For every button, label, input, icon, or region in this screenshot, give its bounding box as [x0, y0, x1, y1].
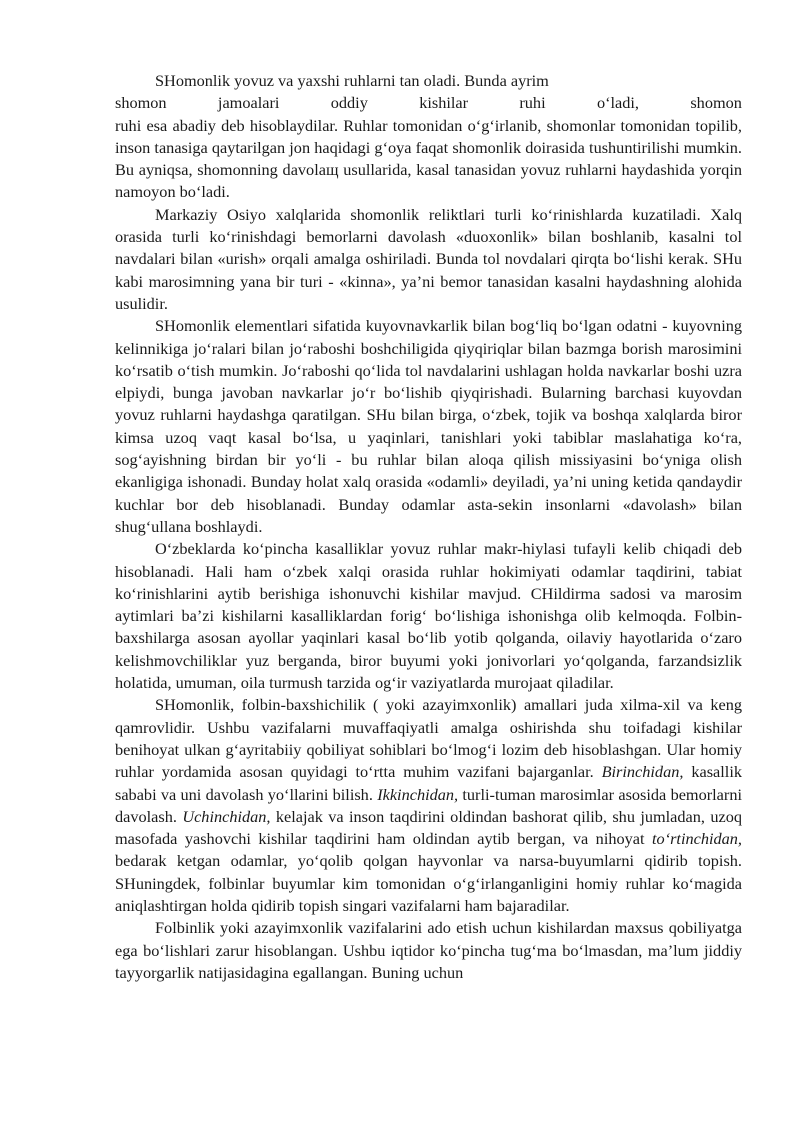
- word: jamoalari: [217, 93, 280, 113]
- paragraph-2: Markaziy Osiyo xalqlarida shomonlik reliktlari turli ko‘rinishlarda kuzatiladi. Xalq orasida turli ko‘rinishdagi bemorlarni davolash «duoxonlik» bilan boshlanib, kasalni tol navdalari bilan «urish» orqali amalga oshiriladi. Bunda tol novdalari qirqta bo‘lishi kerak. SHu kabi marosimning yana bir turi - «kinna», ya’ni bemor tanasidan kasalni haydashning alohida usulidir.: [115, 204, 742, 313]
- paragraph-3: SHomonlik elementlari sifatida kuyovnavkarlik bilan bog‘liq bo‘lgan odatni - kuyovning kelinnikiga jo‘ralari bilan jo‘raboshi boshchiligida qiyqiriqlar bilan bazmga borish marosimini ko‘rsatib o‘tish mumkin. Jo‘raboshi qo‘lida tol navdalarini ushlagan holda navkarlar boshi uzra elpiydi, bunga javoban navkarlar jo‘r bo‘lishib qiyqirishadi. Bularning barchasi kuyovdan yovuz ruhlarni haydashga qaratilgan. SHu bilan birga, o‘zbek, tojik va boshqa xalqlarda biror kimsa uzoq vaqt kasal bo‘lsa, u yaqinlari, tanishlari yoki tabiblar maslahatiga ko‘ra, sog‘ayishning birdan bir yo‘li - bu ruhlar bilan aloqa qilish missiyasini bo‘yniga olish ekanligiga ishonadi. Bunday holat xalq orasida «odamli» deyiladi, ya’ni uning ketida qandaydir kuchlar bor deb hisoblanadi. Bunday odamlar asta-sekin insonlarni «davolash» bilan shug‘ullana boshlaydi.: [115, 316, 742, 536]
- emphasis-first: Birinchidan,: [601, 762, 684, 782]
- paragraph-1-rest: ruhi esa abadiy deb hisoblaydilar. Ruhlar tomonidan o‘g‘irlanib, shomonlar tomonidan topilib, inson tanasiga qaytarilgan jon haqidagi g‘oya faqat shomonlik doirasida tushuntirilishi mumkin. Bu ayniqsa, shomonning davolaщ usullarida, kasal tanasidan yovuz ruhlarni haydashida yorqin namoyon bo‘ladi.: [115, 115, 742, 202]
- emphasis-second: Ikkinchidan,: [377, 784, 459, 804]
- paragraph-5-text: kelajak va inson taqdirini oldindan bashorat qilib, shu jumladan, uzoq masofada yashovchi kishilar taqdirini ham oldindan aytib bergan, va nihoyat: [115, 806, 743, 849]
- paragraph-5-text: SHomonlik, folbin-baxshichilik ( yoki azayimxonlik) amallari juda xilma-xil va keng qamrovlidir. Ushbu vazifalarni muvaffaqiyatli amalga oshirishda shu toifadagi kishilar benihoyat ulkan g‘ayritabiiy qobiliyat sohiblari bo‘lmog‘i lozim deb hisoblashgan. Ular homiy ruhlar yordamida asosan quyidagi to‘rtta muhim vazifani bajarganlar.: [115, 695, 742, 782]
- word: oddiy: [330, 93, 368, 113]
- paragraph-1-line-1: SHomonlik yovuz va yaxshi ruhlarni tan oladi. Bunda ayrim: [155, 71, 549, 90]
- word: shomon: [115, 93, 167, 113]
- word: shomon: [690, 93, 742, 113]
- word: kishilar: [419, 93, 469, 113]
- paragraph-1: [115, 70, 742, 204]
- paragraph-5-text: bedarak ketgan odamlar, yo‘qolib qolgan hayvonlar va narsa-buyumlarni qidirib topish. SHuningdek, folbinlar buyumlar kim tomonidan o‘g‘irlanganligini homiy ruhlar ko‘magida aniqlashtirgan holda qidirib topish singari vazifalarni ham bajaradilar.: [115, 851, 742, 915]
- paragraph-6: Folbinlik yoki azayimxonlik vazifalarini ado etish uchun kishilardan maxsus qobiliyatga ega bo‘lishlari zarur hisoblangan. Ushbu iqtidor ko‘pincha tug‘ma bo‘lmasdan, ma’lum jiddiy tayyorgarlik natijasidagina egallangan. Buning uchun: [115, 918, 742, 982]
- document-page: [115, 70, 742, 984]
- word: o‘ladi,: [596, 93, 639, 113]
- paragraph-5: [115, 694, 742, 917]
- paragraph-5-text: turli-tuman marosimlar asosida bemorlarni davolash.: [115, 784, 742, 826]
- emphasis-third: Uchinchidan,: [182, 806, 271, 826]
- paragraph-5-text: kasallik sababi va uni davolash yo‘llarini bilish.: [115, 762, 742, 804]
- word: ruhi: [519, 93, 546, 113]
- emphasis-fourth: to‘rtinchidan,: [652, 829, 742, 849]
- paragraph-1-line-2: [115, 92, 742, 114]
- paragraph-4: O‘zbeklarda ko‘pincha kasalliklar yovuz ruhlar makr-hiylasi tufayli kelib chiqadi deb hisoblanadi. Hali ham o‘zbek xalqi orasida ruhlar hokimiyati odamlar taqdirini, tabiat ko‘rinishlarini aytib berishiga ishonuvchi kishilar mavjud. CHildirma sadosi va marosim aytimlari ba’zi kishilarni kasalliklardan forig‘ bo‘lishiga ishonishga olib kelmoqda. Folbin-baxshilarga asosan ayollar yaqinlari kasal bo‘lib yotib qolganda, oilaviy hayotlarida o‘zaro kelishmovchiliklar yuz berganda, biror buyumi yoki jonivorlari yo‘qolganda, farzandsizlik holatida, umuman, oila turmush tarzida og‘ir vaziyatlarda murojaat qiladilar.: [115, 539, 742, 693]
